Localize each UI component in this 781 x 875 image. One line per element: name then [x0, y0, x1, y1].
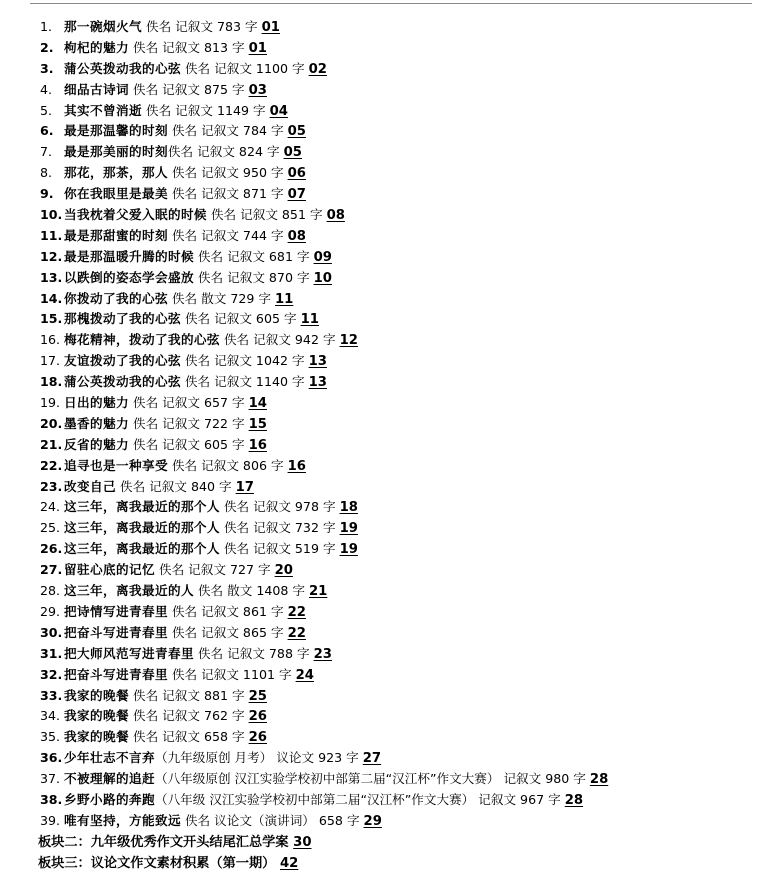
- entry-number: 16.: [40, 332, 61, 348]
- entry-title: 我家的晚餐: [64, 708, 129, 724]
- entry-meta: 佚名 记叙文 1140 字: [180, 374, 309, 390]
- entry-meta: 佚名 散文 1408 字: [193, 583, 309, 599]
- entry-page-link[interactable]: 25: [248, 688, 267, 704]
- entry-meta: 佚名 记叙文 875 字: [128, 81, 249, 97]
- entry-number: 13.: [40, 269, 63, 285]
- entry-meta: 佚名 记叙文 605 字: [180, 311, 301, 327]
- entry-page-link[interactable]: 17: [235, 479, 254, 495]
- entry-page-link[interactable]: 21: [308, 584, 328, 600]
- entry-meta: 佚名 记叙文 519 字: [219, 541, 340, 557]
- toc-entry: [40, 560, 775, 581]
- entry-meta: 佚名 记叙文 865 字: [167, 624, 288, 640]
- entry-page-link[interactable]: 11: [274, 291, 294, 307]
- entry-meta: 佚名 记叙文 744 字: [167, 227, 288, 243]
- entry-title: 少年壮志不言弃: [64, 750, 155, 766]
- entry-meta: （八年级 汉江实验学校初中部第二届“汉江杯”作文大赛） 记叙文 967 字: [154, 791, 565, 807]
- entry-number: 23.: [40, 478, 63, 494]
- section-entry: [38, 832, 775, 854]
- entry-page-link[interactable]: 13: [308, 354, 327, 370]
- entry-meta: 佚名 记叙文 1100 字: [180, 60, 309, 76]
- entry-meta: 佚名 记叙文 788 字: [193, 645, 314, 661]
- toc-entry: [40, 163, 775, 184]
- entry-title: 最是那温暖升腾的时候: [64, 248, 194, 264]
- entry-number: 31.: [40, 645, 63, 661]
- entry-page-link[interactable]: 18: [339, 500, 358, 516]
- entry-page-link[interactable]: 05: [287, 124, 306, 140]
- toc-entry: [40, 769, 775, 790]
- entry-meta: 佚名 记叙文 824 字: [167, 144, 284, 160]
- entry-meta: 佚名 散文 729 字: [167, 290, 275, 306]
- entry-page-link[interactable]: 15: [248, 416, 267, 432]
- entry-number: 2.: [40, 39, 54, 55]
- entry-number: 6.: [40, 123, 54, 139]
- toc-entry: [40, 518, 775, 539]
- entry-title: 当我枕着父爱入眠的时候: [64, 207, 207, 223]
- entry-meta: 佚名 记叙文 658 字: [128, 729, 249, 745]
- section-page-link[interactable]: 42: [279, 856, 299, 872]
- toc-entry: [40, 309, 775, 330]
- toc-entry: [40, 790, 775, 811]
- entry-title: 枸杞的魅力: [64, 39, 129, 55]
- entry-page-link[interactable]: 28: [589, 772, 609, 788]
- toc-entry: [40, 289, 775, 310]
- entry-number: 30.: [40, 624, 63, 640]
- entry-title: 友谊拨动了我的心弦: [64, 353, 181, 369]
- entry-meta: 佚名 记叙文 870 字: [193, 269, 314, 285]
- entry-page-link[interactable]: 11: [300, 312, 319, 328]
- entry-page-link[interactable]: 27: [362, 751, 382, 767]
- entry-number: 14.: [40, 290, 63, 306]
- toc-entry: [40, 539, 775, 560]
- toc-entry: [40, 268, 775, 289]
- entry-page-link[interactable]: 19: [339, 521, 358, 537]
- entry-page-link[interactable]: 08: [326, 208, 345, 224]
- entry-number: 32.: [40, 666, 63, 682]
- entry-number: 18.: [40, 374, 63, 390]
- toc-entry: [40, 811, 775, 832]
- entry-title: 细品古诗词: [64, 81, 129, 97]
- entry-page-link[interactable]: 12: [339, 333, 358, 349]
- section-page-link[interactable]: 30: [293, 834, 312, 850]
- entry-number: 9.: [40, 186, 54, 202]
- entry-title: 把大师风范写进青春里: [64, 645, 194, 661]
- entry-page-link[interactable]: 16: [248, 437, 267, 453]
- entry-number: 37.: [40, 771, 61, 787]
- entry-page-link[interactable]: 09: [313, 249, 332, 265]
- entry-title: 最是那甜蜜的时刻: [64, 227, 168, 243]
- entry-number: 35.: [40, 729, 61, 745]
- entry-title: 蒲公英拨动我的心弦: [64, 374, 181, 390]
- toc-entry: [40, 686, 775, 707]
- toc-entry: [40, 226, 775, 247]
- entry-number: 20.: [40, 415, 63, 431]
- toc-entry: [40, 142, 775, 163]
- entry-page-link[interactable]: 13: [308, 375, 327, 391]
- entry-page-link[interactable]: 24: [295, 667, 314, 683]
- entry-page-link[interactable]: 01: [248, 40, 267, 56]
- entry-number: 7.: [40, 144, 53, 160]
- toc-entry: [40, 497, 775, 518]
- entry-page-link[interactable]: 10: [313, 270, 332, 286]
- entry-title: 梅花精神，拨动了我的心弦: [64, 332, 220, 348]
- toc-entry: [40, 414, 775, 435]
- toc-entry: [40, 748, 775, 769]
- entry-page-link[interactable]: 03: [248, 82, 267, 98]
- entry-meta: 佚名 议论文（演讲词） 658 字: [180, 812, 364, 828]
- entry-page-link[interactable]: 02: [308, 61, 327, 77]
- top-rule: [30, 3, 752, 4]
- entry-meta: 佚名 记叙文 1101 字: [167, 666, 296, 682]
- entry-page-link[interactable]: 05: [283, 145, 302, 161]
- entry-meta: 佚名 记叙文 605 字: [128, 436, 249, 452]
- section-title: 板块二：九年级优秀作文开头结尾汇总学案: [38, 834, 294, 850]
- entry-number: 27.: [40, 562, 63, 578]
- entry-page-link[interactable]: 28: [564, 792, 584, 808]
- entry-page-link[interactable]: 23: [313, 646, 332, 662]
- entry-page-link[interactable]: 26: [248, 730, 267, 746]
- entry-title: 乡野小路的奔跑: [64, 791, 155, 807]
- entry-number: 39.: [40, 812, 61, 828]
- entry-title: 那花，那茶，那人: [64, 165, 168, 181]
- toc-entry: [40, 17, 775, 38]
- entry-meta: 佚名 记叙文 942 字: [219, 332, 340, 348]
- entry-meta: （八年级原创 汉江实验学校初中部第二届“汉江杯”作文大赛） 记叙文 980 字: [154, 771, 590, 787]
- entry-meta: 佚名 记叙文 762 字: [128, 708, 249, 724]
- entry-title: 墨香的魅力: [64, 415, 129, 431]
- entry-title: 追寻也是一种享受: [64, 457, 168, 473]
- toc-entry: [40, 477, 775, 498]
- entry-page-link[interactable]: 22: [287, 625, 306, 641]
- entry-meta: 佚名 记叙文 861 字: [167, 603, 288, 619]
- toc-entry: [40, 456, 775, 477]
- entry-title: 不被理解的追赶: [64, 771, 155, 787]
- toc-entry: [40, 121, 775, 142]
- entry-page-link[interactable]: 19: [339, 542, 358, 558]
- entry-number: 17.: [40, 353, 61, 369]
- entry-title: 那一碗烟火气: [64, 19, 142, 34]
- entry-title: 我家的晚餐: [64, 729, 129, 745]
- section-title: 板块三：议论文作文素材积累（第一期）: [38, 856, 280, 872]
- toc-entry: [40, 644, 775, 665]
- entry-number: 1.: [40, 19, 53, 34]
- entry-page-link[interactable]: 16: [287, 458, 306, 474]
- entry-title: 你拨动了我的心弦: [64, 290, 168, 306]
- toc-entry: [40, 101, 775, 122]
- toc-list: [40, 17, 775, 832]
- entry-title: 日出的魅力: [64, 395, 129, 411]
- entry-title: 这三年，离我最近的那个人: [64, 541, 220, 557]
- entry-page-link[interactable]: 01: [261, 20, 280, 35]
- entry-meta: 佚名 记叙文 784 字: [167, 123, 288, 139]
- entry-title: 改变自己: [64, 478, 116, 494]
- entry-number: 15.: [40, 311, 63, 327]
- entry-meta: 佚名 记叙文 871 字: [167, 186, 288, 202]
- entry-number: 22.: [40, 457, 63, 473]
- entry-meta: 佚名 记叙文 681 字: [193, 248, 314, 264]
- entry-number: 10.: [40, 207, 63, 223]
- entry-meta: 佚名 记叙文 1042 字: [180, 353, 309, 369]
- entry-title: 那槐拨动了我的心弦: [64, 311, 181, 327]
- entry-title: 唯有坚持，方能致远: [64, 812, 181, 828]
- entry-title: 把诗情写进青春里: [64, 603, 168, 619]
- entry-number: 24.: [40, 499, 61, 515]
- entry-meta: 佚名 记叙文 806 字: [167, 457, 288, 473]
- entry-title: 反省的魅力: [64, 436, 129, 452]
- toc-entry: [40, 351, 775, 372]
- toc-entry: [40, 38, 775, 59]
- entry-meta: 佚名 记叙文 840 字: [115, 478, 236, 494]
- toc-entry: [40, 330, 775, 351]
- entry-meta: 佚名 记叙文 851 字: [206, 207, 327, 223]
- entry-number: 28.: [40, 583, 61, 599]
- entry-page-link[interactable]: 04: [269, 103, 288, 119]
- entry-title: 这三年，离我最近的那个人: [64, 499, 220, 515]
- entry-title: 把奋斗写进青春里: [64, 666, 168, 682]
- entry-number: 3.: [40, 60, 54, 76]
- entry-title: 这三年，离我最近的人: [64, 583, 194, 599]
- toc-entry: [40, 727, 775, 748]
- toc-entry: [40, 205, 775, 226]
- entry-number: 5.: [40, 102, 53, 118]
- entry-meta: 佚名 记叙文 657 字: [128, 395, 249, 411]
- toc-entry: [40, 393, 775, 414]
- entry-title: 其实不曾消逝: [64, 102, 142, 118]
- entry-meta: 佚名 记叙文 881 字: [128, 687, 249, 703]
- entry-number: 11.: [40, 227, 63, 243]
- entry-title: 你在我眼里是最美: [64, 186, 168, 202]
- entry-page-link[interactable]: 26: [248, 709, 267, 725]
- entry-number: 29.: [40, 603, 61, 619]
- entry-meta: 佚名 记叙文 950 字: [167, 165, 288, 181]
- entry-meta: 佚名 记叙文 1149 字: [141, 102, 270, 118]
- toc-entry: [40, 80, 775, 101]
- toc-entry: [40, 623, 775, 644]
- entry-page-link[interactable]: 07: [287, 187, 306, 203]
- toc-entry: [40, 372, 775, 393]
- entry-meta: 佚名 记叙文 813 字: [128, 39, 249, 55]
- entry-number: 34.: [40, 708, 61, 724]
- section-entry: [38, 853, 775, 875]
- entry-number: 4.: [40, 81, 53, 97]
- entry-number: 33.: [40, 687, 63, 703]
- entry-number: 8.: [40, 165, 53, 181]
- entry-title: 我家的晚餐: [64, 687, 129, 703]
- entry-number: 25.: [40, 520, 61, 536]
- section-list: [40, 832, 775, 875]
- entry-page-link[interactable]: 14: [248, 396, 267, 412]
- entry-title: 留驻心底的记忆: [64, 562, 155, 578]
- entry-number: 12.: [40, 248, 63, 264]
- entry-meta: 佚名 记叙文 783 字: [141, 19, 262, 34]
- entry-page-link[interactable]: 08: [287, 228, 306, 244]
- entry-meta: 佚名 记叙文 732 字: [219, 520, 340, 536]
- toc-entry: [40, 247, 775, 268]
- entry-title: 最是那美丽的时刻: [64, 144, 168, 160]
- entry-number: 36.: [40, 750, 63, 766]
- entry-page-link[interactable]: 06: [287, 166, 306, 182]
- toc-entry: [40, 184, 775, 205]
- entry-number: 21.: [40, 436, 63, 452]
- toc-entry: [40, 435, 775, 456]
- entry-page-link[interactable]: 22: [287, 604, 306, 620]
- toc-entry: [40, 602, 775, 623]
- toc-entry: [40, 581, 775, 602]
- entry-meta: 佚名 记叙文 978 字: [219, 499, 340, 515]
- toc-entry: [40, 59, 775, 80]
- entry-number: 38.: [40, 791, 63, 807]
- entry-page-link[interactable]: 29: [363, 813, 382, 829]
- entry-number: 19.: [40, 395, 61, 411]
- entry-number: 26.: [40, 541, 63, 557]
- toc-entry: [40, 665, 775, 686]
- table-of-contents: [40, 17, 775, 875]
- entry-meta: （九年级原创 月考） 议论文 923 字: [154, 750, 363, 766]
- entry-meta: 佚名 记叙文 722 字: [128, 415, 249, 431]
- entry-title: 蒲公英拨动我的心弦: [64, 60, 181, 76]
- entry-page-link[interactable]: 20: [274, 563, 293, 579]
- entry-title: 把奋斗写进青春里: [64, 624, 168, 640]
- entry-title: 这三年，离我最近的那个人: [64, 520, 220, 536]
- entry-meta: 佚名 记叙文 727 字: [154, 562, 275, 578]
- toc-entry: [40, 706, 775, 727]
- entry-title: 以跌倒的姿态学会盛放: [64, 269, 194, 285]
- entry-title: 最是那温馨的时刻: [64, 123, 168, 139]
